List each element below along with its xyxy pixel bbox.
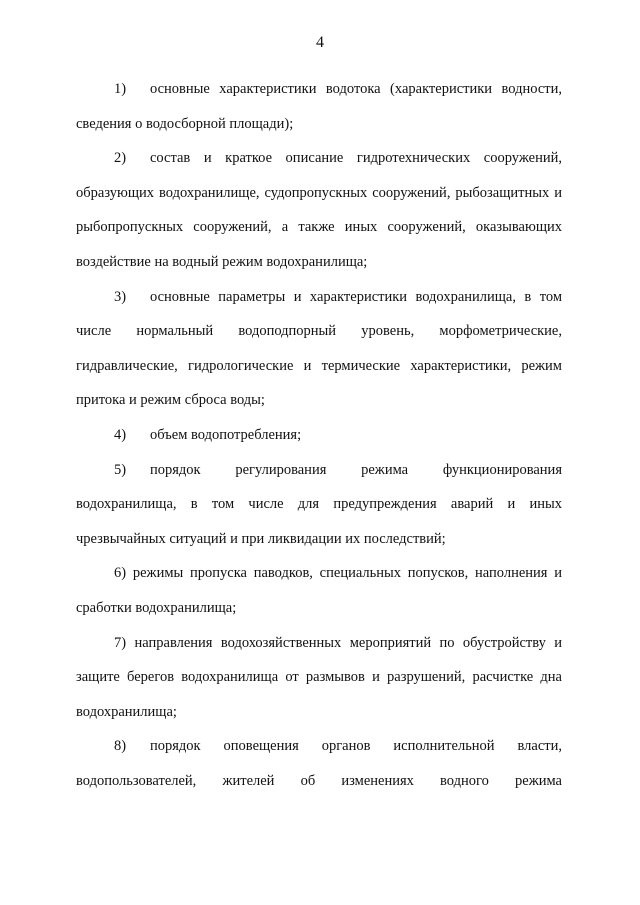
item-number: 4) bbox=[114, 426, 127, 443]
list-item-5 bbox=[76, 453, 562, 557]
item-text: порядок оповещения органов исполнительной власти, водопользователей, жителей об изменениях водного режима bbox=[76, 738, 562, 789]
list-item-6 bbox=[76, 556, 562, 625]
item-text: состав и краткое описание гидротехнических сооружений, образующих водохранилище, судопропускных сооружений, рыбозащитных и рыбопропускных сооружений, а также иных сооружений, оказывающих воздействие на водный режим водохранилища; bbox=[76, 150, 562, 270]
item-text: основные параметры и характеристики водохранилища, в том числе нормальный водоподпорный уровень, морфометрические, гидравлические, гидрологические и термические характеристики, режим притока и режим сброса воды; bbox=[76, 288, 562, 409]
list-item-4 bbox=[76, 418, 562, 453]
document-body bbox=[76, 72, 562, 798]
list-item-7 bbox=[76, 626, 562, 730]
item-number: 3) bbox=[114, 288, 127, 305]
list-item-2 bbox=[76, 141, 562, 279]
item-number: 5) bbox=[114, 461, 127, 478]
item-number: 1) bbox=[114, 81, 127, 97]
item-text: основные характеристики водотока (характеристики водности, сведения о водосборной площади); bbox=[76, 81, 562, 132]
item-text: направления водохозяйственных мероприятий по обустройству и защите берегов водохранилища от размывов и разрушений, расчистке дна водохранилища; bbox=[76, 634, 563, 720]
list-item-3 bbox=[76, 280, 562, 418]
item-text: режимы пропуска паводков, специальных попусков, наполнения и сработки водохранилища; bbox=[76, 565, 562, 616]
item-text: порядок регулирования режима функционирования водохранилища, в том числе для предупреждения аварий и иных чрезвычайных ситуаций и при ликвидации их последствий; bbox=[76, 461, 562, 547]
item-number: 2) bbox=[114, 150, 127, 167]
list-item-1 bbox=[76, 72, 562, 141]
item-number: 7) bbox=[114, 634, 127, 651]
item-number: 6) bbox=[114, 565, 127, 582]
page-number: 4 bbox=[316, 34, 324, 51]
item-number: 8) bbox=[114, 738, 127, 755]
item-text: объем водопотребления; bbox=[150, 426, 302, 443]
list-item-8 bbox=[76, 729, 562, 798]
